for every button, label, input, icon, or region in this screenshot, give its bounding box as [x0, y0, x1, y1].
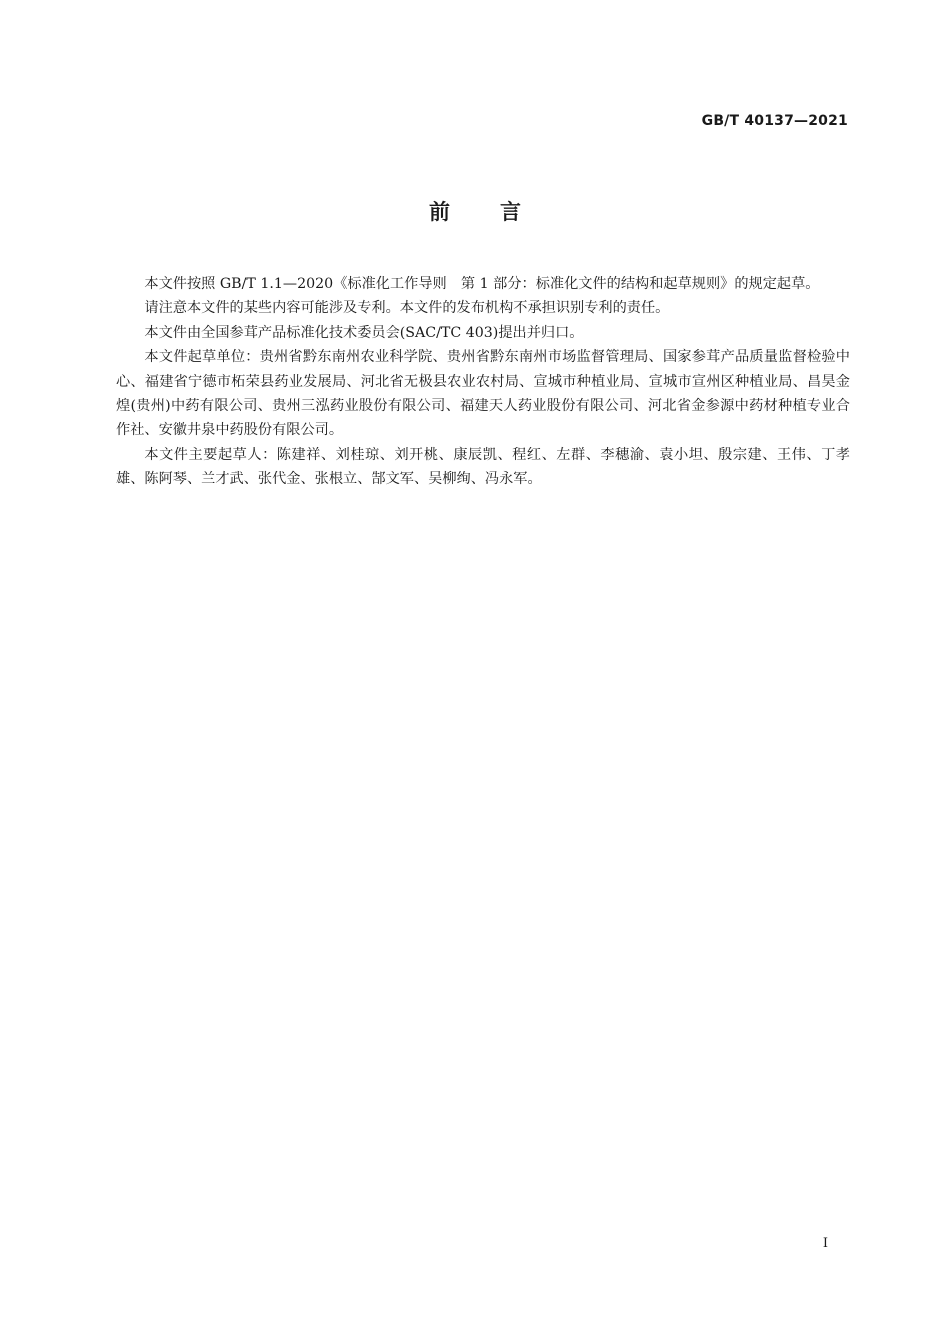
- paragraph-patent-notice: 请注意本文件的某些内容可能涉及专利。本文件的发布机构不承担识别专利的责任。: [144, 300, 670, 317]
- preface-body: [116, 272, 850, 492]
- page-number: I: [822, 1236, 828, 1251]
- paragraph-drafters: 本文件主要起草人：陈建祥、刘桂琼、刘开桃、康辰凯、程红、左群、李穗渝、袁小坦、殷宗建、王伟、丁孝雄、陈阿琴、兰才武、张代金、张根立、郜文军、吴柳绚、冯永军。: [116, 446, 850, 488]
- paragraph-drafting-units: 本文件起草单位：贵州省黔东南州农业科学院、贵州省黔东南州市场监督管理局、国家参茸产品质量监督检验中心、福建省宁德市柘荣县药业发展局、河北省无极县农业农村局、宣城市种植业局、宣城市宣州区种植业局、昌昊金煌(贵州)中药有限公司、贵州三泓药业股份有限公司、福建天人药业股份有限公司、河北省金参源中药材种植专业合作社、安徽井泉中药股份有限公司。: [116, 349, 850, 439]
- page-title: 前言: [429, 200, 571, 224]
- paragraph-proposer: 本文件由全国参茸产品标准化技术委员会(SAC/TC 403)提出并归口。: [144, 324, 584, 341]
- paragraph-drafting-rules: 本文件按照 GB/T 1.1—2020《标准化工作导则 第 1 部分：标准化文件的结构和起草规则》的规定起草。: [144, 276, 820, 292]
- standard-number: GB/T 40137—2021: [701, 113, 848, 129]
